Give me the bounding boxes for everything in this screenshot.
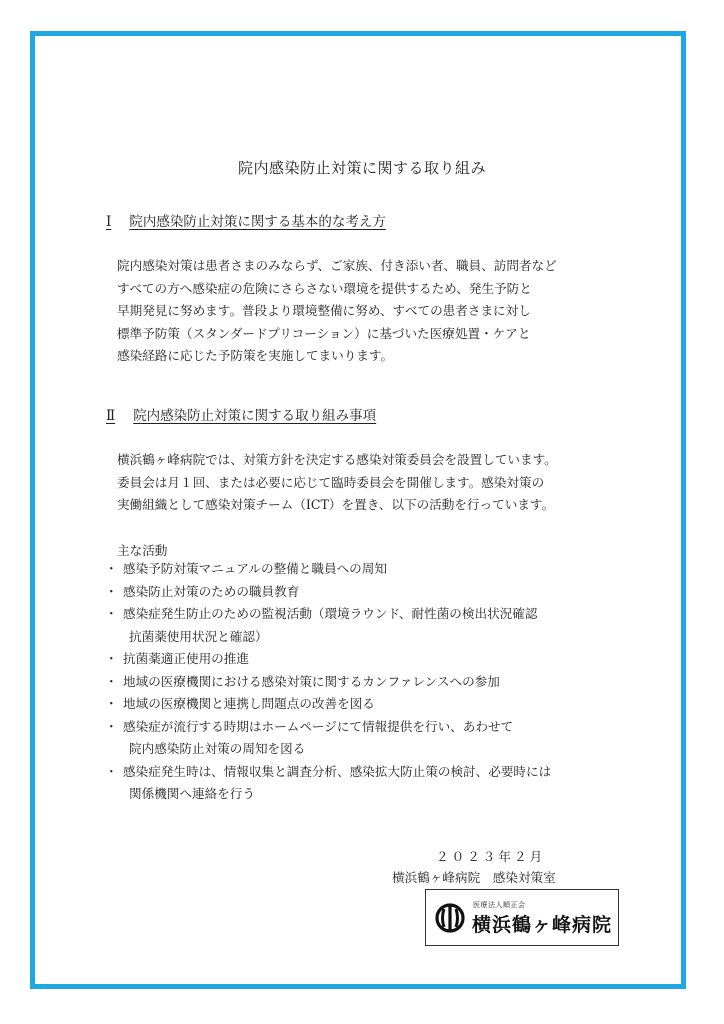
section-1-numeral: Ⅰ (106, 214, 112, 230)
section-2-heading (106, 404, 376, 424)
bullet-icon: ・ (105, 718, 118, 734)
bullet-icon: ・ (105, 606, 118, 621)
section-1-heading-text: 院内感染防止対策に関する基本的な考え方 (129, 214, 386, 230)
bullet-icon: ・ (105, 763, 118, 779)
activity-text: 抗菌薬適正使用の推進 (123, 651, 249, 666)
page-title: 院内感染防止対策に関する取り組み (237, 159, 486, 177)
list-item (105, 693, 551, 716)
list-item (105, 671, 551, 694)
bullet-icon: ・ (105, 651, 118, 666)
section-2-numeral: Ⅱ (106, 408, 116, 424)
activity-text: 感染症が流行する時期はホームページにて情報提供を行い、あわせて (123, 718, 514, 734)
section-1-line: 早期発見に努めます。普段より環境整備に努め、すべての患者さまに対し (117, 303, 531, 318)
issuer-signature: 横浜鶴ヶ峰病院 感染対策室 (392, 870, 556, 885)
hospital-logo (425, 889, 619, 946)
activity-text-continued: 関係機関へ連絡を行う (129, 786, 255, 801)
hospital-logo-mark-icon (435, 903, 465, 933)
list-item (105, 581, 551, 604)
section-2-line: 横浜鶴ヶ峰病院では、対策方針を決定する感染対策委員会を設置しています。 (117, 452, 557, 467)
bullet-icon: ・ (105, 583, 118, 599)
logo-organization: 医療法人順正会 (473, 901, 526, 909)
activities-list (105, 558, 551, 806)
section-1-line: 感染経路に応じた予防策を実施してまいります。 (117, 348, 394, 363)
section-1-line: 院内感染対策は患者さまのみならず、ご家族、付き添い者、職員、訪問者など (117, 258, 557, 273)
list-item (105, 648, 551, 671)
activity-text: 感染症発生時は、情報収集と調査分析、感染拡大防止策の検討、必要時には (123, 763, 552, 779)
activity-text-continued: 抗菌薬使用状況と確認） (129, 628, 268, 644)
list-item (105, 558, 551, 581)
section-2-line: 実働組織として感染対策チーム（ICT）を置き、以下の活動を行っています。 (117, 497, 555, 512)
activities-label: 主な活動 (117, 543, 168, 558)
section-2-body (117, 449, 557, 517)
section-1-line: 標準予防策（スタンダードプリコーション）に基づいた医療処置・ケアと (117, 325, 531, 341)
bullet-icon: ・ (105, 696, 118, 711)
activity-text: 地域の医療機関における感染対策に関するカンファレンスへの参加 (123, 673, 500, 689)
logo-hospital-name: 横浜鶴ヶ峰病院 (472, 914, 613, 936)
activity-text: 地域の医療機関と連携し問題点の改善を図る (123, 696, 375, 711)
activity-text-continued: 院内感染防止対策の周知を図る (129, 741, 306, 756)
list-item (105, 716, 551, 761)
list-item (105, 603, 551, 648)
bullet-icon: ・ (105, 561, 118, 576)
section-1-line: すべての方へ感染症の危険にさらさない環境を提供するため、発生予防と (117, 280, 532, 296)
activity-text: 感染症発生防止のための監視活動（環境ラウンド、耐性菌の検出状況確認 (123, 606, 538, 621)
list-item (105, 761, 551, 806)
section-1-heading (106, 210, 386, 230)
issue-date: ２０２３年２月 (436, 849, 546, 864)
section-2-line: 委員会は月１回、または必要に応じて臨時委員会を開催します。感染対策の (117, 474, 545, 490)
bullet-icon: ・ (105, 673, 118, 689)
section-2-heading-text: 院内感染防止対策に関する取り組み事項 (133, 408, 377, 424)
activity-text: 感染予防対策マニュアルの整備と職員への周知 (123, 561, 387, 576)
section-1-body (117, 255, 557, 368)
activity-text: 感染防止対策のための職員教育 (123, 583, 300, 599)
